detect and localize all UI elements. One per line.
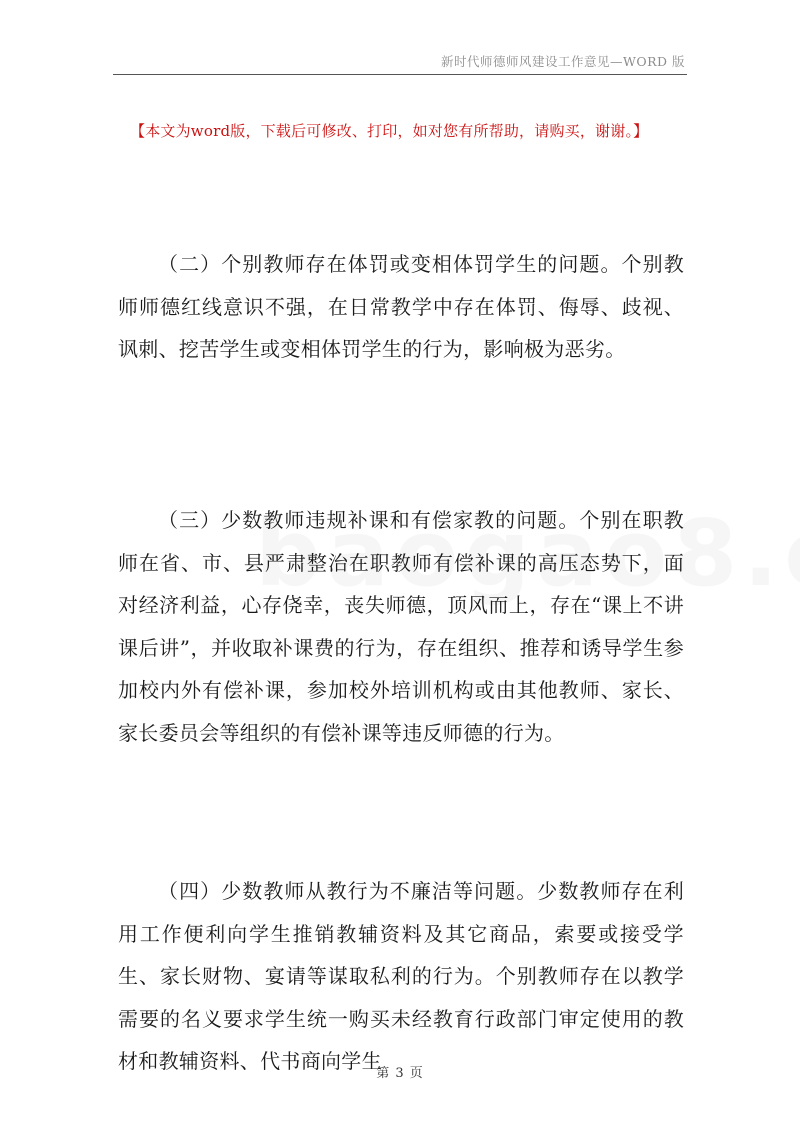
paragraph-4: （四）少数教师从教行为不廉洁等问题。少数教师存在利用工作便利向学生推销教辅资料及其它商品，索要或接受学生、家长财物、宴请等谋取私利的行为。个别教师存在以教学需要的名义要求学生统一购买未经教育行政部门审定使用的教材和教辅资料、代书商向学生	[118, 879, 684, 1073]
paragraph-3: （三）少数教师违规补课和有偿家教的问题。个别在职教师在省、市、县严肃整治在职教师有偿补课的高压态势下，面对经济利益，心存侥幸，丧失师德，顶风而上，存在“课上不讲课后讲”，并收取补课费的行为，存在组织、推荐和诱导学生参加校内外有偿补课，参加校外培训机构或由其他教师、家长、家长委员会等组织的有偿补课等违反师德的行为。	[118, 508, 684, 745]
page-number: 第 3 页	[376, 1066, 424, 1081]
document-header-title: 新时代师德师风建设工作意见—WORD 版	[440, 54, 685, 69]
paragraph-2: （二）个别教师存在体罚或变相体罚学生的问题。个别教师师德红线意识不强，在日常教学中存在体罚、侮辱、歧视、讽刺、挖苦学生或变相体罚学生的行为，影响极为恶劣。	[118, 252, 684, 361]
download-notice: 【本文为word版，下载后可修改、打印，如对您有所帮助，请购买，谢谢。】	[130, 122, 649, 140]
header-divider	[113, 74, 687, 75]
